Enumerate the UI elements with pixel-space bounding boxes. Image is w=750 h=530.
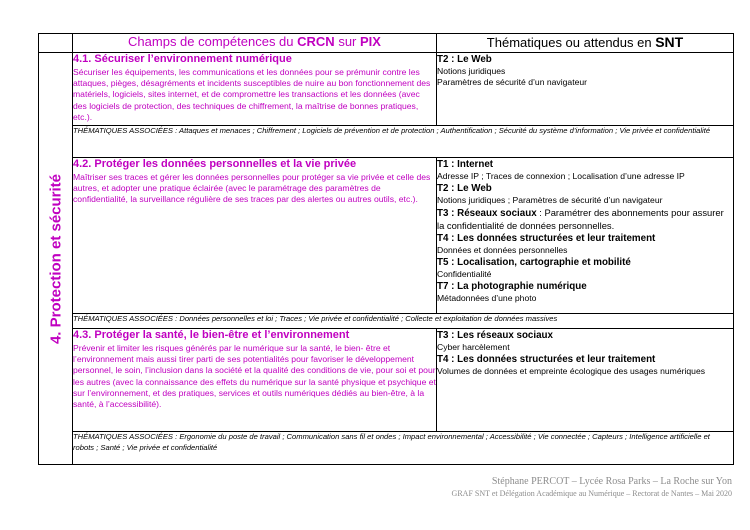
competence-description: Sécuriser les équipements, les communications et les données pour se prémunir contre les attaques, pièges, désagréments et incidents susceptibles de nuire au bon fonctionnement des matériels, logiciels, sites internet, et de compromettre les transactions et les données (avec des logiciels de protection, des techniques de chiffrement, la maîtrise de bonnes pratiques, etc.). — [73, 67, 431, 122]
header-crcn — [73, 34, 437, 53]
footer — [452, 475, 732, 499]
competence-4-1 — [73, 53, 437, 126]
snt-theme-detail: Volumes de données et empreinte écologique des usages numériques — [437, 366, 706, 377]
snt-theme-title: T3 : Les réseaux sociaux — [437, 330, 553, 341]
header-snt-acronym: SNT — [655, 34, 684, 50]
snt-theme-title: T2 : Le Web — [437, 183, 492, 195]
snt-theme-detail: Métadonnées d’une photo — [437, 293, 537, 304]
snt-4-1 — [437, 53, 734, 126]
snt-theme-detail: Notions juridiques Paramètres de sécurité d’un navigateur — [437, 66, 587, 88]
footer-credits: GRAF SNT et Délégation Académique au Numérique – Rectorat de Nantes – Mai 2020 — [451, 489, 732, 498]
competence-title: 4.2. Protéger les données personnelles et la vie privée — [73, 158, 357, 170]
header-pix: PIX — [360, 34, 381, 49]
snt-4-2 — [437, 158, 734, 314]
competence-description: Maîtriser ses traces et gérer les données personnelles pour protéger sa vie privée et celle des autres, et adopter une pratique éclairée (avec le paramétrage des paramètres de confidentialité, la surveillance régulière de ses traces par des alertes ou autres outils, etc.). — [73, 172, 431, 205]
header-empty-cell — [39, 34, 73, 53]
snt-theme-title: T3 : Réseaux sociaux — [437, 207, 537, 219]
snt-theme-detail: Adresse IP ; Traces de connexion ; Localisation d’une adresse IP — [437, 171, 685, 181]
themes-4-2-row — [39, 314, 734, 329]
snt-theme-detail: : Paramétrer des abonnements pour assurer la confidentialité de données personnelles. — [437, 206, 724, 231]
snt-4-3 — [437, 329, 734, 432]
snt-theme-title: T4 : Les données structurées et leur traitement — [437, 354, 656, 366]
themes-4-3-row — [39, 432, 734, 465]
competence-4-2 — [73, 158, 437, 314]
section-4-2-row — [39, 158, 734, 314]
snt-theme-inline — [437, 207, 733, 232]
competence-description: Prévenir et limiter les risques générés par le numérique sur la santé, le bien- être et l’environnement mais aussi tirer parti de ses potentialités pour favoriser le développement personnel, le soin, l’inclusion dans la société et la qualité des conditions de vie, pour soi et pour les autres (avec la connaissance des effets du numérique sur la santé physique et psychique et sur l’environnement, et des pratiques, services et outils numériques dédiés au bien-être, à la santé, à l’accessibilité). — [73, 343, 436, 410]
footer-author: Stéphane PERCOT – Lycée Rosa Parks – La Roche sur Yon — [491, 476, 732, 487]
header-crcn-acronym: CRCN — [297, 34, 335, 49]
snt-theme-title: T5 : Localisation, cartographie et mobilité — [437, 257, 631, 269]
snt-theme-title: T1 : Internet — [437, 159, 494, 170]
snt-theme-detail: Confidentialité — [437, 269, 492, 280]
header-crcn-text-mid: sur — [334, 34, 360, 49]
header-row — [39, 34, 734, 53]
side-label: 4. Protection et sécurité — [47, 173, 64, 344]
section-4-1-row — [39, 53, 734, 126]
snt-theme-title: T2 : Le Web — [437, 54, 492, 65]
associated-themes: THÉMATIQUES ASSOCIÉES : Données personnelles et loi ; Traces ; Vie privée et confidentialité ; Collecte et exploitation de données massives — [73, 314, 734, 329]
side-label-cell — [39, 53, 73, 465]
header-snt-text: Thématiques ou attendus en — [486, 35, 656, 50]
competence-title: 4.3. Protéger la santé, le bien-être et l’environnement — [73, 329, 350, 341]
snt-theme-detail: Données et données personnelles — [437, 244, 568, 255]
snt-theme-title: T7 : La photographie numérique — [437, 281, 587, 293]
associated-themes: THÉMATIQUES ASSOCIÉES : Attaques et menaces ; Chiffrement ; Logiciels de prévention et de protection ; Authentification ; Sécurité du système d’information ; Vie privée et confidentialité — [73, 126, 734, 158]
competence-4-3 — [73, 329, 437, 432]
competences-table — [38, 33, 734, 465]
snt-theme-detail: Notions juridiques ; Paramètres de sécurité d’un navigateur — [437, 195, 663, 206]
snt-theme-title: T4 : Les données structurées et leur traitement — [437, 232, 656, 244]
snt-theme-detail: Cyber harcèlement — [437, 342, 510, 352]
competence-title: 4.1. Sécuriser l’environnement numérique — [73, 53, 292, 65]
header-crcn-text: Champs de compétences du — [128, 34, 298, 49]
themes-4-1-row — [39, 126, 734, 158]
section-4-3-row — [39, 329, 734, 432]
header-snt — [437, 34, 734, 53]
associated-themes: THÉMATIQUES ASSOCIÉES : Ergonomie du poste de travail ; Communication sans fil et ondes ; Impact environnemental ; Accessibilité ; Vie connectée ; Capteurs ; Intelligence artificielle et robots ; Santé ; Vie privée et confidentialité — [73, 432, 734, 465]
